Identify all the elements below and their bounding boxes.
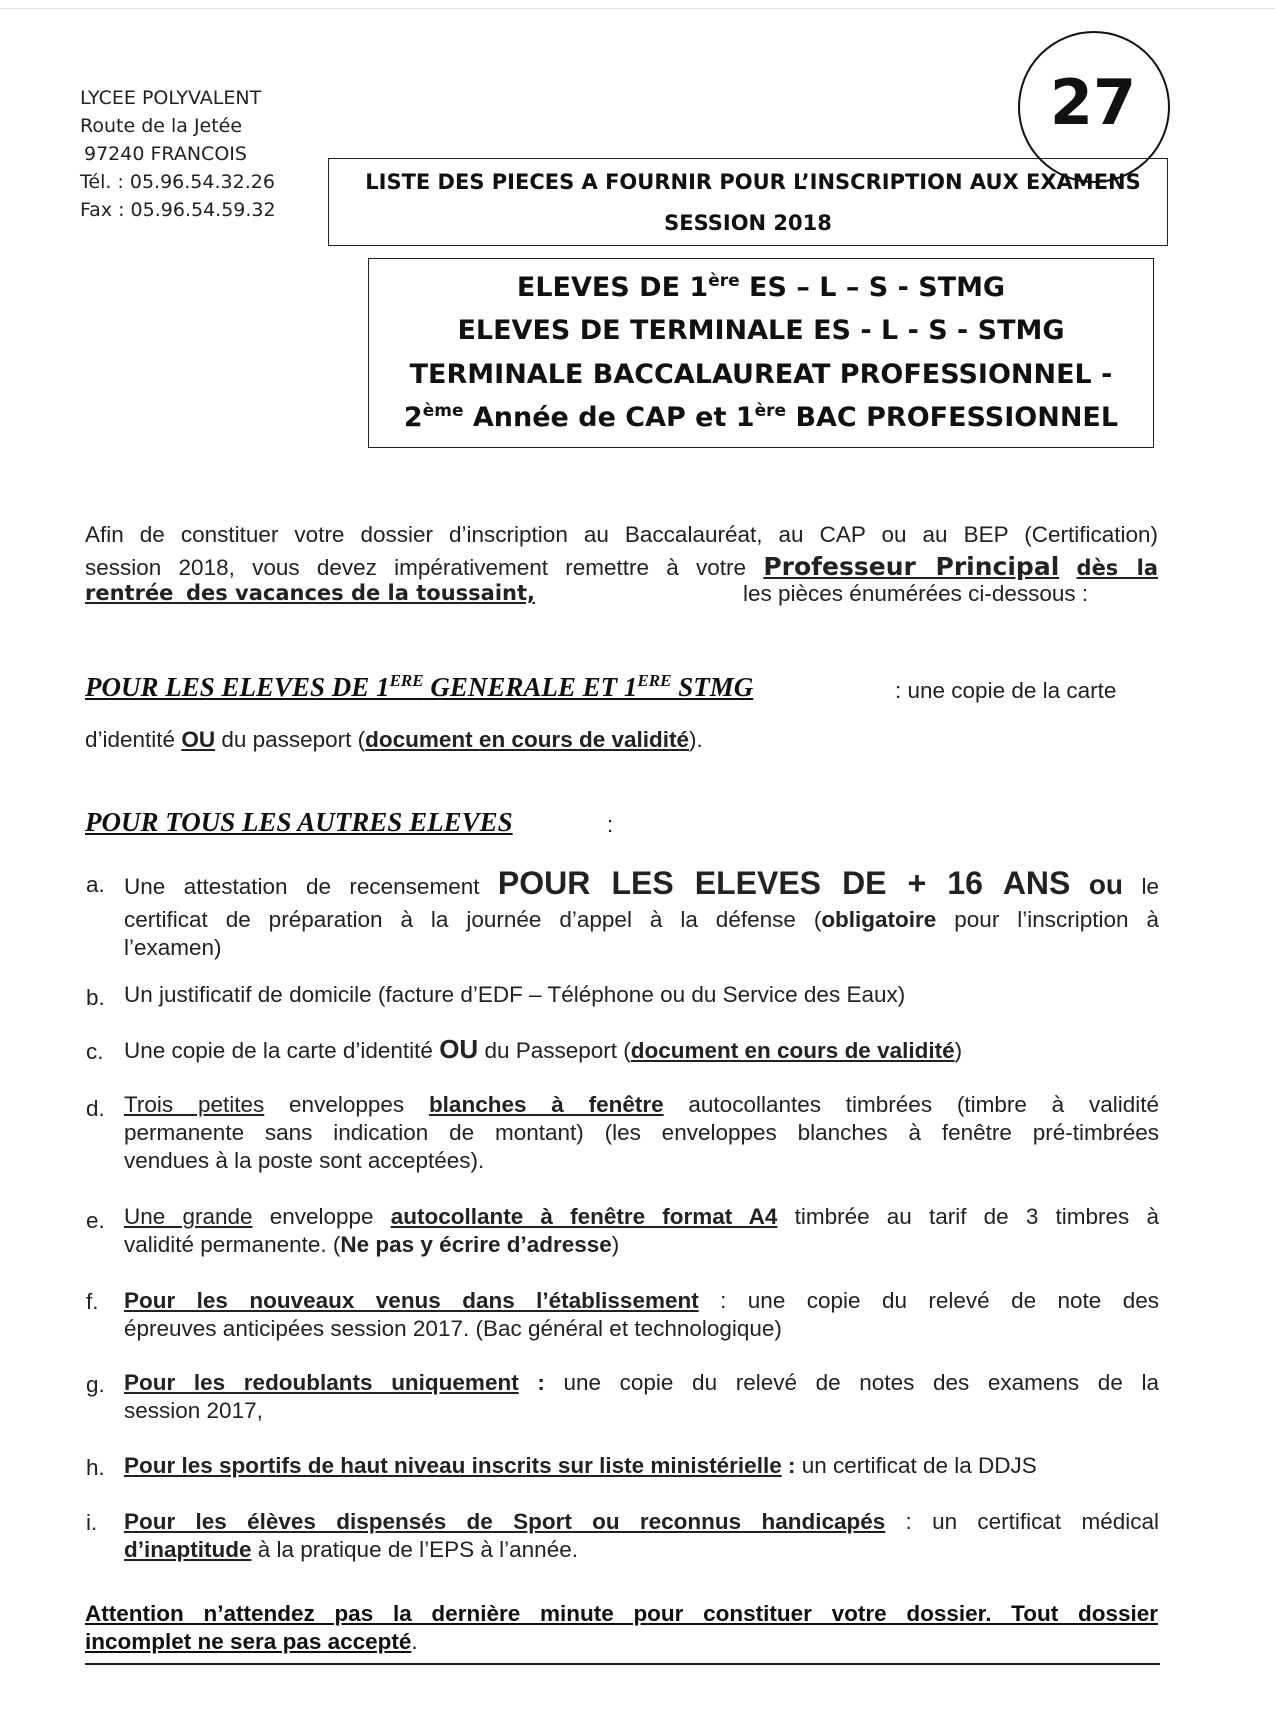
item-c [124,1035,1159,1065]
page-top-edge [0,8,1275,9]
intro-row-1: Afin de constituer votre dossier d’inscription au Baccalauréat, au CAP ou au BEP (Certification) [85,522,1158,547]
item-a-t2: POUR LES ELEVES DE + 16 ANS [497,865,1071,901]
professeur-principal: Professeur Principal [763,552,1060,581]
item-i-letter: i. [86,1510,98,1535]
section-1-sup-2: ERE [637,671,672,690]
section-2-title-text: POUR TOUS LES AUTRES ELEVES [85,807,513,837]
school-street: Route de la Jetée [80,115,243,137]
item-e-t3: autocollante à fenêtre format A4 [390,1204,778,1229]
section-1-title-a: POUR LES ELEVES DE 1 [85,672,390,702]
school-address [80,84,276,224]
item-e [124,1203,1159,1259]
item-g-row-1 [124,1369,1159,1397]
item-c-ou: OU [439,1034,479,1064]
item-g-t3: une copie du relevé de notes des examens de la [563,1370,1159,1395]
classes-line-4-b: Année de CAP et 1 [463,402,755,433]
item-a-r2-b: obligatoire [821,907,937,932]
item-c-t1: Une copie de la carte d’identité [124,1038,440,1063]
classes-line-1 [369,271,1153,303]
item-e-t1: Une grande [124,1204,253,1229]
item-d-t3: blanches à fenêtre [428,1092,664,1117]
item-h [124,1452,1159,1480]
item-c-validite: document en cours de validité [630,1038,955,1063]
section-2-after-title: : [607,812,614,837]
item-c-letter: c. [86,1039,104,1064]
title-line-2: SESSION 2018 [664,211,832,235]
item-a-r2-c: pour l’inscription à [936,907,1160,932]
section-1-ou: OU [181,727,216,752]
footer-row-2-text: incomplet ne sera pas accepté [85,1629,412,1654]
school-fax: Fax : 05.96.54.59.32 [80,199,276,221]
item-h-t1: Pour les sportifs de haut niveau inscrits sur liste ministérielle [124,1453,782,1478]
item-a-row-2 [124,906,1159,934]
item-b-letter: b. [86,985,105,1010]
item-f [124,1287,1159,1343]
item-c-t5: ) [954,1038,963,1063]
item-d [124,1091,1159,1175]
classes-line-4-sup: ème [422,401,464,421]
section-1-validite: document en cours de validité [365,727,689,752]
section-1-end: ). [689,727,703,752]
classes-line-2: ELEVES DE TERMINALE ES - L - S - STMG [457,315,1065,346]
item-f-row-2: épreuves anticipées session 2017. (Bac général et technologique) [124,1316,782,1341]
item-e-row-1 [124,1203,1159,1231]
footer-row-2-end: . [411,1629,418,1654]
item-a-t1: Une attestation de recensement [124,874,480,899]
item-i-row-2 [124,1536,1159,1564]
item-e-r2-a: validité permanente. ( [124,1232,341,1257]
item-e-t4: timbrée au tarif de 3 timbres à [777,1204,1159,1229]
item-h-letter: h. [86,1455,105,1480]
item-i-row-1 [124,1508,1159,1536]
bottom-rule [85,1663,1160,1665]
classes-line-1-b: ES – L – S - STMG [739,272,1006,303]
item-d-row-1 [124,1091,1159,1119]
item-i-inaptitude: d’inaptitude [124,1537,252,1562]
classes-line-1-a: ELEVES DE 1 [516,272,709,303]
intro-row-2 [85,552,1158,581]
intro-vacances: des vacances de la toussaint, [185,581,535,605]
item-a-t3: ou [1088,869,1124,900]
item-i [124,1508,1159,1564]
item-h-t3: un certificat de la DDJS [801,1453,1037,1478]
classes-line-4-c: BAC PROFESSIONNEL [786,402,1119,433]
item-e-row-2 [124,1231,1159,1259]
item-d-letter: d. [86,1096,105,1121]
classes-line-4-a: 2 [403,402,423,433]
school-city: 97240 FRANCOIS [84,143,247,165]
item-a-letter: a. [86,872,105,897]
school-tel: Tél. : 05.96.54.32.26 [80,171,275,193]
item-d-t2: enveloppes [264,1092,429,1117]
section-1-sup-1: ERE [389,671,424,690]
item-g-row-2: session 2017, [124,1398,263,1423]
section-1-passeport: du passeport ( [215,727,366,752]
intro-des-la: dès la [1076,556,1158,580]
item-i-t1: Pour les élèves dispensés de Sport ou reconnus handicapés [124,1509,886,1534]
item-h-row-1 [124,1452,1159,1480]
section-1-title-b: GENERALE ET 1 [423,672,638,702]
footer-row-1: Attention n’attendez pas la dernière minute pour constituer votre dossier. Tout dossier [85,1601,1158,1626]
item-e-t2: enveloppe [252,1204,391,1229]
item-a-row-3: l’examen) [124,935,222,960]
item-e-letter: e. [86,1208,105,1233]
item-g-letter: g. [86,1372,105,1397]
footer-warning [85,1600,1158,1656]
item-f-t2: : une copie du relevé de note des [698,1288,1159,1313]
item-c-row-1 [124,1035,1159,1065]
footer-row-2 [85,1628,1158,1656]
item-f-t1: Pour les nouveaux venus dans l’établissement [124,1288,699,1313]
section-1-title [85,671,753,703]
item-b-row-1: Un justificatif de domicile (facture d’EDF – Téléphone ou du Service des Eaux) [124,982,906,1007]
school-name: LYCEE POLYVALENT [80,87,262,109]
item-g-t1: Pour les redoublants uniquement [124,1370,519,1395]
item-d-row-3: vendues à la poste sont acceptées). [124,1148,485,1173]
item-i-r2-b: à la pratique de l’EPS à l’année. [251,1537,578,1562]
item-d-row-2: permanente sans indication de montant) (les enveloppes blanches à fenêtre pré-timbrées [124,1120,1159,1145]
title-box [328,158,1168,246]
item-b [124,981,1159,1009]
item-f-row-1 [124,1287,1159,1315]
section-2-title [85,807,513,838]
item-e-r2-b: Ne pas y écrire d’adresse [340,1232,612,1257]
title-line-1: LISTE DES PIECES A FOURNIR POUR L’INSCRIPTION AUX EXAMENS [365,170,1141,194]
item-a [124,864,1159,962]
item-c-t3: du Passeport ( [478,1038,631,1063]
item-e-r2-c: ) [611,1232,620,1257]
intro-rentree: rentrée [85,581,174,605]
section-1-identite: d’identité [85,727,182,752]
classes-line-4-sup2: ère [754,401,787,421]
item-d-t4: autocollantes timbrées (timbre à validité [663,1092,1159,1117]
item-a-r2-a: certificat de préparation à la journée d’appel à la défense ( [124,907,822,932]
item-a-row-1 [124,864,1159,906]
document-number: 27 [1049,66,1137,139]
classes-line-1-sup: ère [708,271,740,291]
classes-box [368,258,1154,448]
section-1-row-2 [85,727,703,753]
classes-line-4 [369,401,1153,433]
intro-row-3-a [85,580,535,606]
intro-row-2-a: session 2018, vous devez impérativement remettre à votre [85,555,747,580]
classes-line-3: TERMINALE BACCALAUREAT PROFESSIONNEL - [409,359,1113,390]
item-g [124,1369,1159,1425]
item-i-t2: : un certificat médical [885,1509,1159,1534]
item-d-t1: Trois petites [124,1092,265,1117]
section-1-title-c: STMG [671,672,754,702]
item-h-t2: : [781,1453,802,1478]
intro-row-3-c: les pièces énumérées ci-dessous : [743,581,1089,606]
section-1-after-title: : une copie de la carte [895,678,1117,703]
item-g-t2: : [518,1370,564,1395]
item-a-t4: le [1141,874,1159,899]
item-f-letter: f. [86,1289,99,1314]
